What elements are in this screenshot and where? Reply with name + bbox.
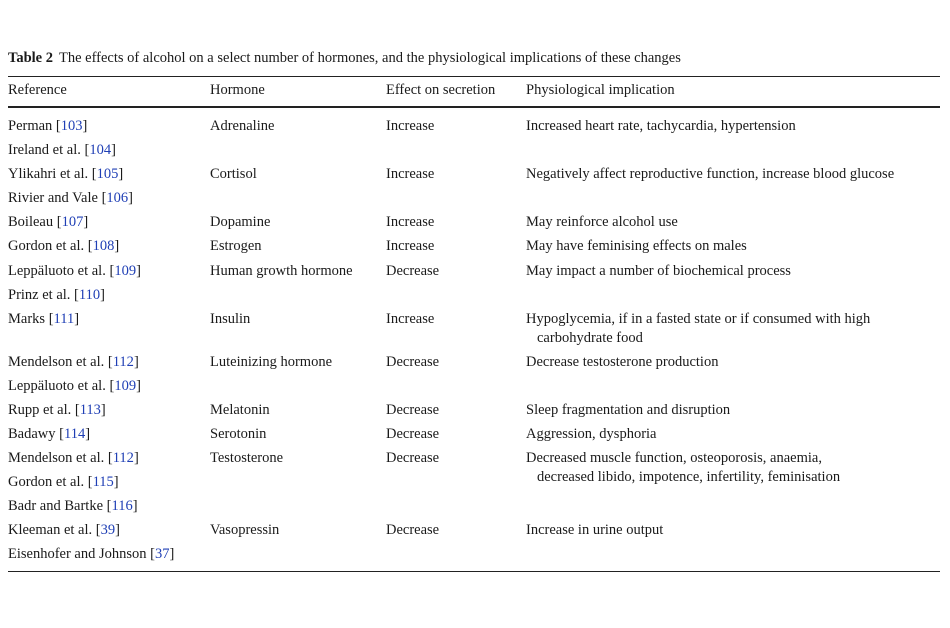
header-effect: Effect on secretion [386, 82, 496, 98]
hormone-cell: Estrogen [210, 238, 262, 254]
hormone-cell: Adrenaline [210, 118, 275, 134]
implication-cell: May have feminising effects on males [526, 238, 747, 254]
hormone-cell: Testosterone [210, 450, 284, 466]
reference-cell: Mendelson et al. [112] [8, 450, 139, 466]
hormone-cell: Vasopressin [210, 522, 280, 538]
citation-link[interactable]: 106 [106, 190, 129, 206]
citation-link[interactable]: 110 [78, 287, 101, 303]
citation-link[interactable]: 115 [92, 474, 114, 490]
reference-cell: Rupp et al. [113] [8, 402, 106, 418]
table-top-rule [8, 76, 940, 77]
reference-cell: Rivier and Vale [106] [8, 190, 133, 206]
hormone-cell: Luteinizing hormone [210, 354, 333, 370]
effect-cell: Decrease [386, 522, 440, 538]
header-reference: Reference [8, 82, 67, 98]
reference-cell: Kleeman et al. [39] [8, 522, 120, 538]
citation-link[interactable]: 113 [79, 402, 101, 418]
reference-cell: Ylikahri et al. [105] [8, 166, 124, 182]
citation-link[interactable]: 105 [96, 166, 119, 182]
citation-link[interactable]: 108 [92, 238, 115, 254]
table-header-rule [8, 106, 940, 108]
hormone-cell: Melatonin [210, 402, 270, 418]
implication-cell: Decrease testosterone production [526, 354, 719, 370]
table-bottom-rule [8, 571, 940, 572]
reference-cell: Perman [103] [8, 118, 88, 134]
citation-link[interactable]: 112 [112, 450, 134, 466]
reference-cell: Mendelson et al. [112] [8, 354, 139, 370]
citation-link[interactable]: 109 [114, 378, 137, 394]
effect-cell: Decrease [386, 263, 440, 279]
table-caption [8, 50, 681, 67]
effect-cell: Increase [386, 214, 435, 230]
implication-cell: Increased heart rate, tachycardia, hypertension [526, 118, 796, 134]
reference-cell: Badawy [114] [8, 426, 91, 442]
citation-link[interactable]: 37 [155, 546, 170, 562]
hormone-cell: Serotonin [210, 426, 267, 442]
implication-cell: Decreased muscle function, osteoporosis, anaemia, decreased libido, impotence, infertility, feminisation [526, 450, 841, 485]
table-caption-text: The effects of alcohol on a select number of hormones, and the physiological implications of these changes [59, 50, 681, 66]
citation-link[interactable]: 39 [100, 522, 116, 538]
table-caption-label: Table 2 [8, 50, 53, 66]
citation-link[interactable]: 109 [114, 263, 137, 279]
citation-link[interactable]: 104 [89, 142, 112, 158]
implication-cell: Sleep fragmentation and disruption [526, 402, 731, 418]
reference-cell: Marks [111] [8, 311, 80, 327]
implication-cell: Aggression, dysphoria [526, 426, 657, 442]
implication-cell: Hypoglycemia, if in a fasted state or if consumed with high carbohydrate food [526, 311, 871, 346]
reference-cell: Eisenhofer and Johnson [37] [8, 546, 175, 562]
effect-cell: Decrease [386, 450, 440, 466]
reference-cell: Ireland et al. [104] [8, 142, 116, 158]
citation-link[interactable]: 111 [53, 311, 75, 327]
implication-cell: Increase in urine output [526, 522, 664, 538]
effect-cell: Increase [386, 238, 435, 254]
hormone-cell: Dopamine [210, 214, 271, 230]
implication-cell: May impact a number of biochemical process [526, 263, 791, 279]
hormone-cell: Cortisol [210, 166, 257, 182]
reference-cell: Badr and Bartke [116] [8, 498, 138, 514]
effect-cell: Increase [386, 118, 435, 134]
implication-cell: May reinforce alcohol use [526, 214, 678, 230]
hormone-cell: Insulin [210, 311, 251, 327]
implication-cell: Negatively affect reproductive function, increase blood glucose [526, 166, 895, 182]
header-hormone: Hormone [210, 82, 265, 98]
reference-cell: Boileau [107] [8, 214, 89, 230]
reference-cell: Leppäluoto et al. [109] [8, 263, 141, 279]
effect-cell: Decrease [386, 426, 440, 442]
citation-link[interactable]: 112 [112, 354, 134, 370]
citation-link[interactable]: 103 [60, 118, 83, 134]
citation-link[interactable]: 107 [61, 214, 84, 230]
reference-cell: Leppäluoto et al. [109] [8, 378, 141, 394]
reference-cell: Gordon et al. [108] [8, 238, 120, 254]
hormone-cell: Human growth hormone [210, 263, 353, 279]
citation-link[interactable]: 114 [63, 426, 86, 442]
effect-cell: Decrease [386, 354, 440, 370]
effect-cell: Increase [386, 311, 435, 327]
reference-cell: Prinz et al. [110] [8, 287, 105, 303]
effect-cell: Increase [386, 166, 435, 182]
reference-cell: Gordon et al. [115] [8, 474, 119, 490]
header-implication: Physiological implication [526, 82, 675, 98]
effect-cell: Decrease [386, 402, 440, 418]
citation-link[interactable]: 116 [111, 498, 133, 514]
